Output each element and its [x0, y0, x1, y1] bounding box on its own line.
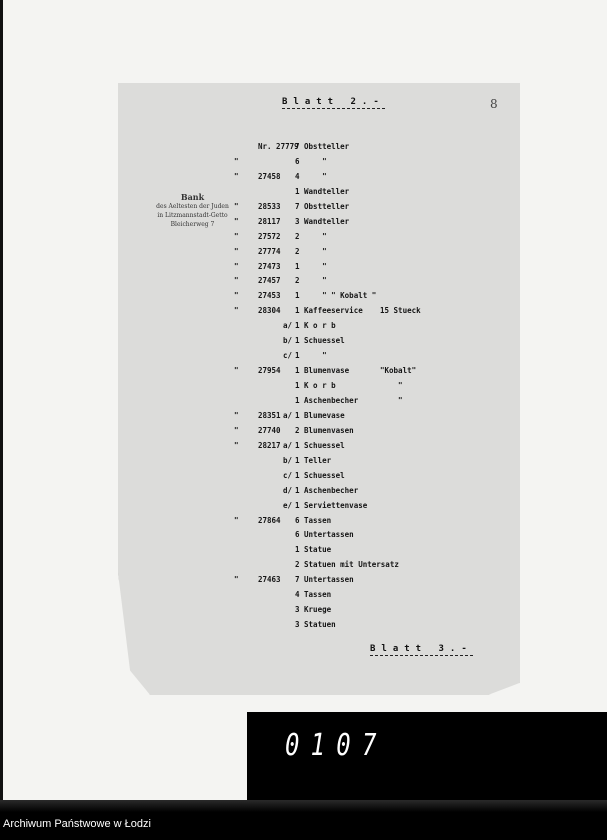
item-description: 1 Schuessel: [295, 470, 345, 480]
ditto-mark: ": [234, 246, 239, 256]
item-description: 1 Aschenbecher: [295, 395, 359, 405]
next-sheet-label: Blatt 3.-: [370, 644, 473, 654]
item-description: 1 " " Kobalt ": [295, 291, 377, 301]
item-description: 1 Blumevase: [295, 410, 345, 420]
ditto-mark: ": [234, 171, 239, 181]
item-number: 27774: [258, 246, 281, 256]
sub-label: a/: [282, 410, 292, 420]
item-description: 1 ": [295, 351, 327, 361]
sub-label: a/: [282, 440, 292, 450]
item-description: 1 K o r b: [295, 321, 336, 331]
item-number: 28533: [258, 201, 281, 211]
item-number: 28217: [258, 440, 281, 450]
ditto-mark: ": [234, 575, 239, 585]
stamp-line: Bleicherweg 7: [170, 221, 215, 228]
item-description: 7 Untertassen: [295, 575, 354, 585]
sub-label: c/: [282, 351, 292, 361]
ditto-mark: ": [234, 306, 239, 316]
item-description: 2 ": [295, 276, 327, 286]
item-number: Nr. 27779: [258, 142, 299, 151]
sub-label: b/: [282, 336, 292, 346]
sheet-header: Blatt 2.-: [282, 97, 385, 107]
item-number: 27458: [258, 171, 281, 181]
item-description: 6 Untertassen: [295, 530, 354, 540]
sub-label: d/: [282, 485, 292, 495]
item-number: 27572: [258, 231, 281, 241]
ditto-mark: ": [234, 261, 239, 271]
item-number: 27740: [258, 425, 281, 435]
scan-border: [0, 0, 3, 800]
sub-label: e/: [282, 500, 292, 510]
item-note: 15 Stueck: [380, 306, 421, 316]
item-description: 4 Tassen: [295, 590, 332, 600]
item-description: 6 ": [295, 156, 327, 166]
item-description: 3 Statuen: [295, 620, 336, 630]
ditto-mark: ": [234, 515, 239, 525]
ditto-mark: ": [234, 410, 239, 420]
item-number: 27463: [258, 575, 281, 585]
item-description: 1 Statue: [295, 545, 332, 555]
handwritten-page-number: 8: [490, 97, 498, 111]
stamp-title: Bank: [180, 192, 205, 202]
sub-label: b/: [282, 455, 292, 465]
item-description: 1 Teller: [295, 455, 332, 465]
ditto-mark: ": [234, 440, 239, 450]
archive-name: Archiwum Państwowe w Łodzi: [3, 818, 151, 830]
item-description: 1 Wandteller: [295, 186, 350, 196]
item-description: 1 Schuessel: [295, 336, 345, 346]
item-number: 27453: [258, 291, 281, 301]
ditto-mark: ": [234, 156, 239, 166]
sub-label: a/: [282, 321, 292, 331]
bank-stamp: [135, 193, 250, 229]
item-description: 6 Tassen: [295, 515, 332, 525]
ditto-mark: ": [234, 231, 239, 241]
item-description: 1 K o r b: [295, 381, 336, 391]
frame-number: 0107: [285, 728, 388, 763]
ditto-mark: ": [234, 201, 239, 211]
item-description: 4 ": [295, 171, 327, 181]
item-number: 28117: [258, 216, 281, 226]
item-number: 28351: [258, 410, 281, 420]
item-number: 27954: [258, 366, 281, 376]
item-number: 28304: [258, 306, 281, 316]
ditto-mark: ": [234, 276, 239, 286]
item-description: 3 Kruege: [295, 605, 332, 615]
item-description: 7 Obstteller: [295, 201, 350, 211]
stamp-line: in Litzmannstadt-Getto: [157, 212, 228, 219]
item-number: 27864: [258, 515, 281, 525]
item-description: 2 ": [295, 231, 327, 241]
item-description: 3 Wandteller: [295, 216, 350, 226]
item-note: ": [380, 395, 403, 405]
item-description: 1 Kaffeeservice: [295, 306, 363, 316]
item-description: 1 Blumenvase: [295, 366, 350, 376]
item-description: 1 Serviettenvase: [295, 500, 368, 510]
ditto-mark: ": [234, 366, 239, 376]
item-description: 1 Schuessel: [295, 440, 345, 450]
item-description: 2 Statuen mit Untersatz: [295, 560, 399, 570]
item-number: 27457: [258, 276, 281, 286]
item-description: 1 ": [295, 261, 327, 271]
item-description: 2 ": [295, 246, 327, 256]
item-description: 2 Blumenvasen: [295, 425, 354, 435]
item-note: "Kobalt": [380, 366, 417, 376]
item-description: 7 Obstteller: [295, 142, 350, 151]
item-number: 27473: [258, 261, 281, 271]
ditto-mark: ": [234, 216, 239, 226]
stamp-line: des Aeltesten der Juden: [156, 203, 229, 210]
ditto-mark: ": [234, 425, 239, 435]
item-note: ": [380, 381, 403, 391]
sub-label: c/: [282, 470, 292, 480]
ditto-mark: ": [234, 291, 239, 301]
item-description: 1 Aschenbecher: [295, 485, 359, 495]
